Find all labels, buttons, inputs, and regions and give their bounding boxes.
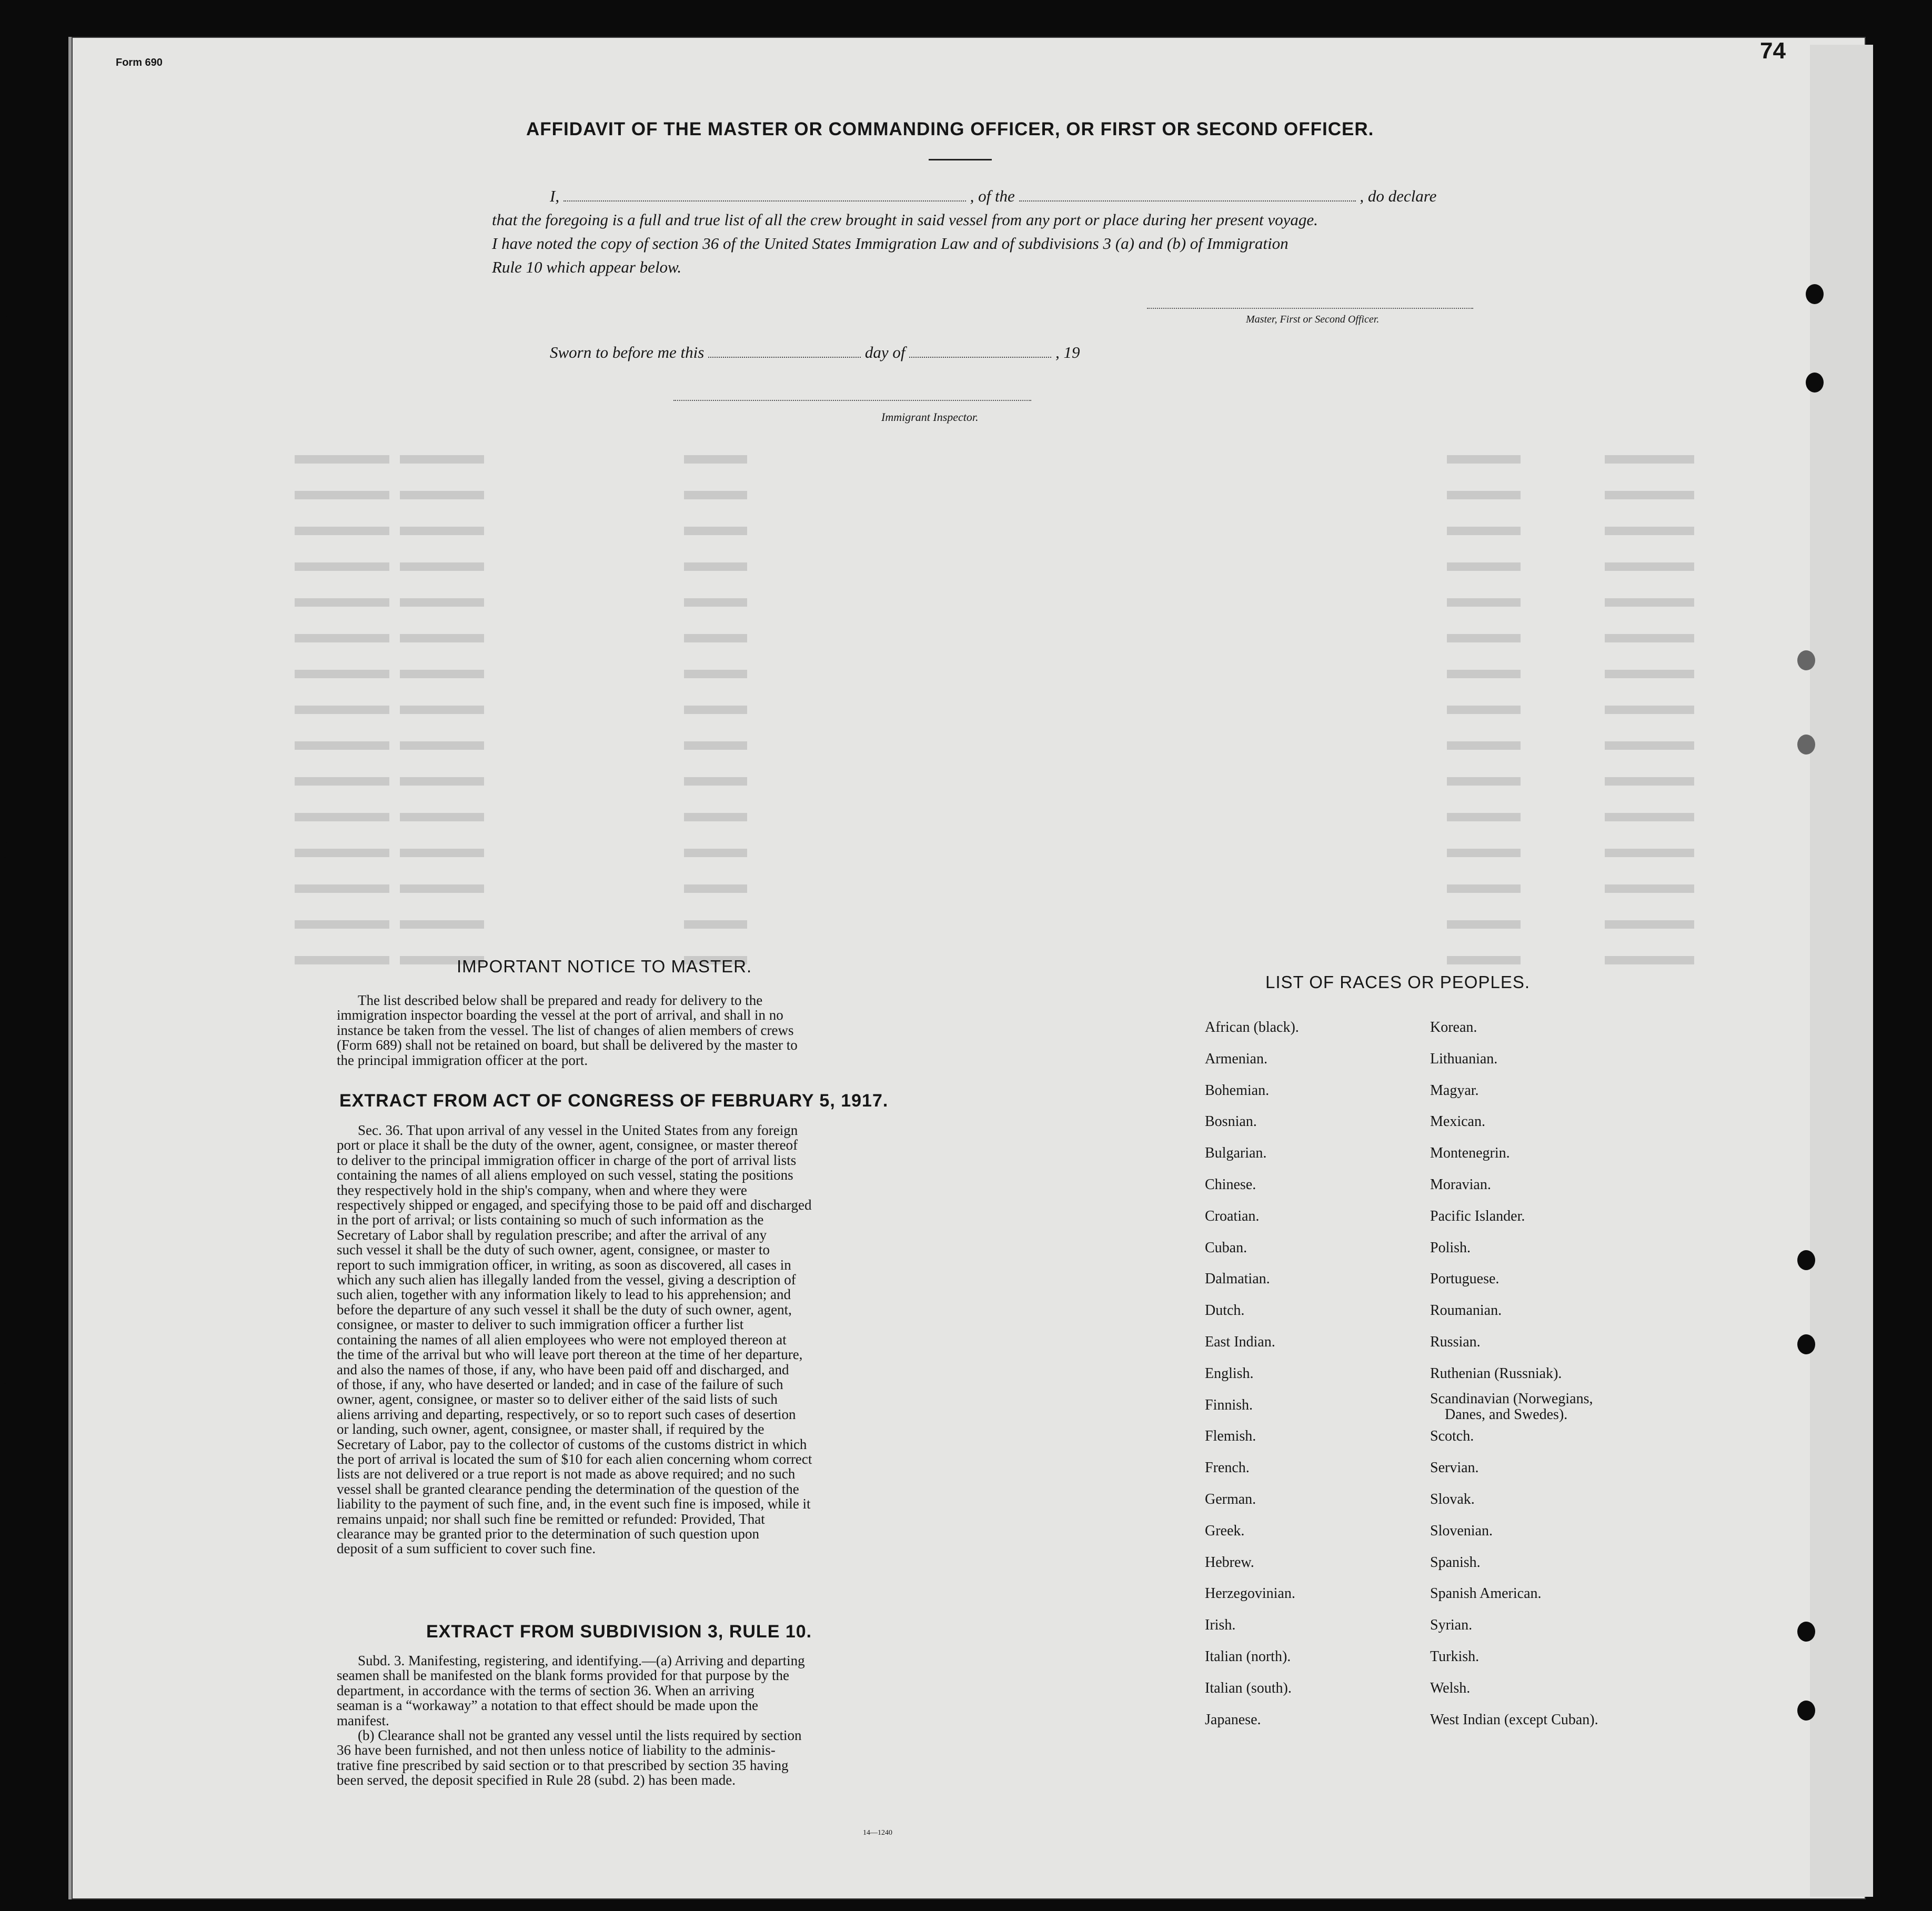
- bleed-through-mark: [295, 527, 389, 535]
- bleed-through-mark: [684, 813, 747, 821]
- race-item: Korean.: [1430, 1019, 1477, 1035]
- paragraph-line: the time of the arrival but who will leave port thereon at the time of her departure,: [337, 1346, 803, 1363]
- bleed-through-mark: [295, 491, 389, 499]
- race-item: English.: [1205, 1365, 1254, 1382]
- page-number: 74: [1760, 38, 1786, 64]
- notice-line: immigration inspector boarding the vessel at the port of arrival, and shall in no: [337, 1007, 783, 1023]
- bleed-through-mark: [1605, 670, 1694, 678]
- race-item: Herzegovinian.: [1205, 1585, 1295, 1602]
- race-item: Moravian.: [1430, 1176, 1491, 1193]
- paragraph-line: containing the names of all alien employees who were not employed thereon at: [337, 1331, 787, 1347]
- race-item: Magyar.: [1430, 1082, 1479, 1099]
- bleed-through-mark: [684, 455, 747, 464]
- bleed-through-mark: [295, 920, 389, 929]
- bleed-through-mark: [1447, 491, 1521, 499]
- paragraph-line: consignee, or master to deliver to such immigration officer a further list: [337, 1316, 744, 1333]
- declaration-line-3: I have noted the copy of section 36 of the United States Immigration Law and of subdivisions 3 (a) and (b) of Immigration: [492, 234, 1289, 253]
- of-the-label: , of the: [970, 187, 1015, 205]
- paragraph-line: port or place it shall be the duty of the owner, agent, consignee, or master thereof: [337, 1137, 798, 1153]
- notice-line: (Form 689) shall not be retained on board, but shall be delivered by the master to: [337, 1037, 798, 1053]
- bleed-through-mark: [1605, 849, 1694, 857]
- paragraph-line: aliens arriving and departing, respectively, or so to report such cases of desertion: [337, 1406, 796, 1422]
- paragraph-line: Secretary of Labor, pay to the collector of customs of the customs district in which: [337, 1436, 807, 1452]
- race-item: Bulgarian.: [1205, 1145, 1267, 1162]
- bleed-through-mark: [1447, 670, 1521, 678]
- race-item: Slovenian.: [1430, 1522, 1493, 1539]
- bleed-through-mark: [295, 598, 389, 607]
- bleed-through-mark: [1447, 634, 1521, 642]
- paragraph-line: seamen shall be manifested on the blank forms provided for that purpose by the: [337, 1667, 790, 1684]
- bleed-through-mark: [400, 598, 484, 607]
- bleed-through-mark: [684, 884, 747, 893]
- bleed-through-mark: [400, 813, 484, 821]
- race-item: African (black).: [1205, 1019, 1299, 1035]
- race-item: Italian (north).: [1205, 1648, 1291, 1665]
- paragraph-line: 36 have been furnished, and not then unless notice of liability to the adminis-: [337, 1742, 776, 1758]
- race-item: Croatian.: [1205, 1208, 1260, 1224]
- form-number: Form 690: [116, 57, 163, 68]
- bleed-through-mark: [684, 562, 747, 571]
- vessel-blank: [1019, 200, 1356, 202]
- bleed-through-mark: [1605, 777, 1694, 786]
- signature-line: [1147, 308, 1473, 309]
- race-item: Armenian.: [1205, 1050, 1267, 1067]
- bleed-through-mark: [684, 527, 747, 535]
- signature-label: Master, First or Second Officer.: [1246, 314, 1380, 325]
- races-title: LIST OF RACES OR PEOPLES.: [1265, 972, 1531, 992]
- race-item: Scandinavian (Norwegians,: [1430, 1390, 1593, 1407]
- race-item: Cuban.: [1205, 1239, 1247, 1256]
- paragraph-line: Secretary of Labor shall by regulation prescribe; and after the arrival of any: [337, 1226, 767, 1243]
- bleed-through-mark: [400, 491, 484, 499]
- bleed-through-mark: [1605, 491, 1694, 499]
- paragraph-line: in the port of arrival; or lists containing so much of such information as the: [337, 1212, 764, 1228]
- bleed-through-mark: [1447, 813, 1521, 821]
- underlying-page-edge: [1810, 45, 1873, 1897]
- race-item: Servian.: [1430, 1460, 1479, 1476]
- paragraph-line: respectively shipped or engaged, and specifying those to be paid off and discharged: [337, 1197, 812, 1213]
- bleed-through-mark: [400, 527, 484, 535]
- day-of-label: day of: [864, 343, 905, 361]
- binding-hole: [1797, 1622, 1815, 1642]
- race-item-continuation: Danes, and Swedes).: [1445, 1406, 1568, 1423]
- bleed-through-mark: [400, 920, 484, 929]
- bleed-through-mark: [1447, 562, 1521, 571]
- race-item: Roumanian.: [1430, 1302, 1502, 1319]
- paragraph-line: been served, the deposit specified in Rule 28 (subd. 2) has been made.: [337, 1772, 736, 1788]
- title-rule: [929, 159, 992, 160]
- race-item: Mexican.: [1430, 1113, 1485, 1130]
- paragraph-line: manifest.: [337, 1712, 389, 1728]
- notice-title: IMPORTANT NOTICE TO MASTER.: [457, 957, 752, 976]
- bleed-through-mark: [1605, 813, 1694, 821]
- race-item: Portuguese.: [1430, 1271, 1500, 1288]
- bleed-through-mark: [1605, 455, 1694, 464]
- declaration-line: [550, 187, 1436, 206]
- notice-paragraph: [337, 993, 926, 1068]
- bleed-through-mark: [295, 706, 389, 714]
- race-item: Hebrew.: [1205, 1554, 1254, 1571]
- bleed-through-mark: [684, 849, 747, 857]
- bleed-through-mark: [400, 706, 484, 714]
- paragraph-line: seaman is a “workaway” a notation to that effect should be made upon the: [337, 1697, 758, 1714]
- affidavit-title: AFFIDAVIT OF THE MASTER OR COMMANDING OFFICER, OR FIRST OR SECOND OFFICER.: [526, 119, 1374, 139]
- race-item: Greek.: [1205, 1522, 1245, 1539]
- bleed-through-mark: [400, 670, 484, 678]
- bleed-through-mark: [295, 670, 389, 678]
- bleed-through-mark: [295, 956, 389, 964]
- declaration-line-4: Rule 10 which appear below.: [492, 258, 682, 276]
- bleed-through-mark: [1447, 741, 1521, 750]
- race-item: Bosnian.: [1205, 1113, 1257, 1130]
- race-item: Welsh.: [1430, 1679, 1471, 1696]
- bleed-through-mark: [684, 634, 747, 642]
- paragraph-line: which any such alien has illegally landed from the vessel, giving a description of: [337, 1272, 796, 1288]
- paragraph-line: remains unpaid; nor shall such fine be remitted or refunded: Provided, That: [337, 1511, 765, 1527]
- bleed-through-mark: [400, 849, 484, 857]
- bleed-through-mark: [684, 706, 747, 714]
- bleed-through-mark: [684, 598, 747, 607]
- race-item: Russian.: [1430, 1334, 1481, 1350]
- document-page: [68, 37, 1866, 1899]
- race-item: Dalmatian.: [1205, 1271, 1270, 1288]
- bleed-through-mark: [295, 884, 389, 893]
- paragraph-line: or landing, such owner, agent, consignee, or master shall, if required by the: [337, 1421, 764, 1437]
- inspector-signature-line: [673, 400, 1031, 401]
- rule-extract-title: EXTRACT FROM SUBDIVISION 3, RULE 10.: [426, 1622, 812, 1642]
- paragraph-line: (b) Clearance shall not be granted any vessel until the lists required by section: [358, 1727, 802, 1744]
- paragraph-line: such alien, together with any information likely to lead to his apprehension; and: [337, 1286, 791, 1303]
- paragraph-line: of those, if any, who have deserted or landed; and in case of the failure of such: [337, 1376, 783, 1392]
- paragraph-line: to deliver to the principal immigration officer in charge of the port of arrival lists: [337, 1152, 797, 1168]
- bleed-through-mark: [295, 777, 389, 786]
- do-declare-label: , do declare: [1360, 187, 1437, 205]
- act-extract-body: [337, 1123, 927, 1556]
- notice-line: the principal immigration officer at the port.: [337, 1052, 588, 1068]
- bleed-through-mark: [1447, 598, 1521, 607]
- bleed-through-mark: [684, 777, 747, 786]
- bleed-through-mark: [1447, 884, 1521, 893]
- bleed-through-mark: [295, 813, 389, 821]
- bleed-through-mark: [684, 741, 747, 750]
- bleed-through-mark: [1447, 956, 1521, 964]
- bleed-through-mark: [1605, 741, 1694, 750]
- race-item: German.: [1205, 1491, 1256, 1507]
- bleed-through-mark: [295, 455, 389, 464]
- race-item: Bohemian.: [1205, 1082, 1270, 1099]
- race-item: Spanish.: [1430, 1554, 1481, 1571]
- bleed-through-mark: [400, 884, 484, 893]
- race-item: Irish.: [1205, 1617, 1236, 1634]
- paragraph-line: containing the names of all aliens employed on such vessel, stating the positions: [337, 1167, 793, 1183]
- paragraph-line: and also the names of those, if any, who have been paid off and discharged, and: [337, 1361, 789, 1377]
- notice-line: The list described below shall be prepared and ready for delivery to the: [358, 992, 763, 1008]
- bleed-through-mark: [400, 562, 484, 571]
- race-item: Ruthenian (Russniak).: [1430, 1365, 1562, 1382]
- inspector-label: Immigrant Inspector.: [881, 410, 979, 424]
- printer-mark: 14—1240: [863, 1829, 892, 1837]
- bleed-through-mark: [1605, 598, 1694, 607]
- month-blank: [909, 357, 1051, 358]
- edge-notch: [0, 1368, 9, 1384]
- bleed-through-mark: [1447, 920, 1521, 929]
- paragraph-line: trative fine prescribed by said section or to that prescribed by section 35 having: [337, 1757, 789, 1773]
- race-item: French.: [1205, 1460, 1250, 1476]
- bleed-through-mark: [1447, 455, 1521, 464]
- paragraph-line: vessel shall be granted clearance pending the determination of the question of the: [337, 1481, 799, 1497]
- paragraph-line: lists are not delivered or a true report is not made as above required; and no such: [337, 1466, 796, 1482]
- bleed-through-mark: [1605, 884, 1694, 893]
- paragraph-line: clearance may be granted prior to the determination of such question upon: [337, 1525, 759, 1542]
- bleed-through-mark: [684, 491, 747, 499]
- bleed-through-mark: [295, 562, 389, 571]
- bleed-through-mark: [400, 455, 484, 464]
- race-item: Turkish.: [1430, 1648, 1480, 1665]
- race-item: Syrian.: [1430, 1617, 1473, 1634]
- race-item: Flemish.: [1205, 1428, 1256, 1445]
- race-item: Japanese.: [1205, 1711, 1261, 1728]
- race-item: Dutch.: [1205, 1302, 1245, 1319]
- paragraph-line: such vessel it shall be the duty of such owner, agent, consignee, or master to: [337, 1242, 770, 1258]
- year-label: , 19: [1055, 343, 1080, 361]
- declaration-line-2: that the foregoing is a full and true list of all the crew brought in said vessel from any port or place during her present voyage.: [492, 210, 1318, 229]
- bleed-through-mark: [1605, 562, 1694, 571]
- notice-line: instance be taken from the vessel. The list of changes of alien members of crews: [337, 1022, 794, 1038]
- race-item: East Indian.: [1205, 1334, 1275, 1350]
- edge-notch: [0, 842, 9, 858]
- race-item: Chinese.: [1205, 1176, 1256, 1193]
- bleed-through-mark: [295, 849, 389, 857]
- paragraph-line: owner, agent, consignee, or master so to deliver either of the said lists of such: [337, 1391, 778, 1407]
- bleed-through-mark: [1605, 634, 1694, 642]
- name-blank: [564, 200, 966, 202]
- race-item: Pacific Islander.: [1430, 1208, 1525, 1224]
- i-label: I,: [550, 187, 560, 205]
- binding-hole: [1797, 1250, 1815, 1270]
- paragraph-line: deposit of a sum sufficient to cover such fine.: [337, 1541, 596, 1557]
- bleed-through-mark: [1605, 527, 1694, 535]
- bleed-through-mark: [684, 670, 747, 678]
- bleed-through-mark: [400, 777, 484, 786]
- paragraph-line: they respectively hold in the ship's company, when and where they were: [337, 1182, 747, 1198]
- paragraph-line: the port of arrival is located the sum of $10 for each alien concerning whom correct: [337, 1451, 812, 1467]
- bleed-through-mark: [1447, 706, 1521, 714]
- race-item: Spanish American.: [1430, 1585, 1542, 1602]
- bleed-through-mark: [295, 741, 389, 750]
- bleed-through-mark: [1605, 706, 1694, 714]
- rule-extract-body: [337, 1653, 927, 1788]
- sworn-label: Sworn to before me this: [550, 343, 705, 361]
- paragraph-line: Subd. 3. Manifesting, registering, and identifying.—(a) Arriving and departing: [358, 1653, 805, 1668]
- race-item: Montenegrin.: [1430, 1145, 1510, 1162]
- sworn-line: [550, 343, 1080, 362]
- binding-hole: [1806, 284, 1824, 304]
- binding-hole: [1797, 650, 1815, 670]
- binding-hole: [1797, 1334, 1815, 1354]
- bleed-through-mark: [1605, 956, 1694, 964]
- race-item: Lithuanian.: [1430, 1050, 1498, 1067]
- race-item: West Indian (except Cuban).: [1430, 1711, 1598, 1728]
- paragraph-line: liability to the payment of such fine, and, in the event such fine is imposed, while it: [337, 1496, 811, 1512]
- bleed-through-mark: [1605, 920, 1694, 929]
- race-item: Italian (south).: [1205, 1679, 1292, 1696]
- race-item: Slovak.: [1430, 1491, 1475, 1507]
- edge-notch: [0, 316, 9, 331]
- bleed-through-mark: [400, 741, 484, 750]
- paragraph-line: department, in accordance with the terms of section 36. When an arriving: [337, 1682, 754, 1698]
- bleed-through-mark: [684, 920, 747, 929]
- bleed-through-mark: [400, 634, 484, 642]
- binding-hole: [1797, 735, 1815, 755]
- bleed-through-mark: [1447, 777, 1521, 786]
- bleed-through-mark: [295, 634, 389, 642]
- paragraph-line: report to such immigration officer, in writing, as soon as discovered, all cases in: [337, 1256, 791, 1273]
- race-item: Finnish.: [1205, 1396, 1253, 1413]
- bleed-through-mark: [1447, 527, 1521, 535]
- paragraph-line: before the departure of any such vessel it shall be the duty of such owner, agent,: [337, 1301, 792, 1317]
- bleed-through-mark: [1447, 849, 1521, 857]
- act-extract-title: EXTRACT FROM ACT OF CONGRESS OF FEBRUARY 5, 1917.: [339, 1091, 889, 1111]
- race-item: Polish.: [1430, 1239, 1471, 1256]
- day-blank: [708, 357, 861, 358]
- binding-hole: [1806, 373, 1824, 393]
- binding-hole: [1797, 1701, 1815, 1721]
- race-item: Scotch.: [1430, 1428, 1474, 1445]
- paragraph-line: Sec. 36. That upon arrival of any vessel in the United States from any foreign: [358, 1122, 798, 1138]
